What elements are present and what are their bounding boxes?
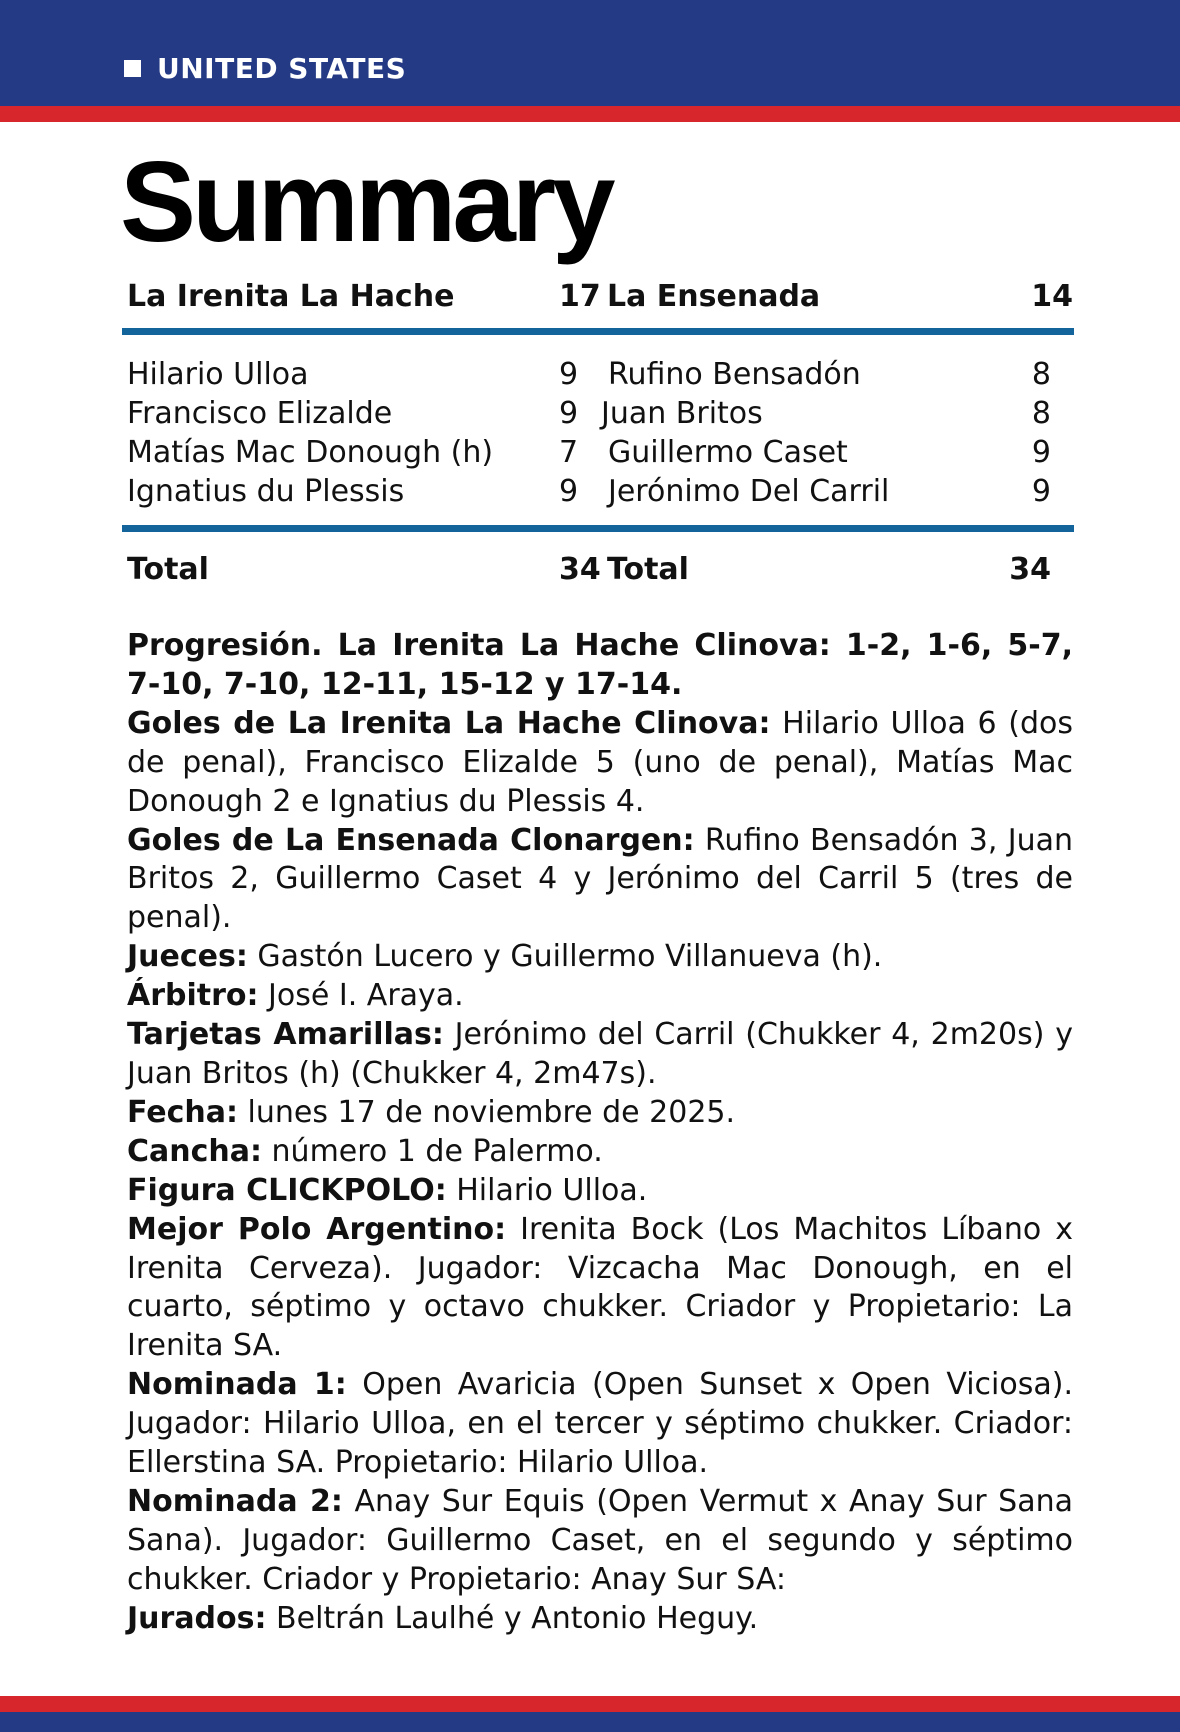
detail-text: lunes 17 de noviembre de 2025. [238, 1094, 736, 1130]
detail-yellow-cards [127, 1016, 1073, 1094]
square-bullet-icon [124, 60, 141, 77]
detail-label: Jueces: [127, 939, 248, 975]
home-player-name: Hilario Ulloa [127, 357, 309, 392]
divider-top [122, 328, 1074, 335]
detail-text: Jerónimo del Carril (Chukker 4, 2m20s) y Juan Britos (h) (Chukker 4, 2m47s). [127, 1017, 1073, 1091]
player-row [127, 356, 1073, 394]
detail-away-goals [127, 822, 1073, 939]
away-player-name: Rufino Bensadón [608, 357, 861, 392]
detail-label: Árbitro: [127, 978, 259, 1014]
detail-text: Open Avaricia (Open Sunset x Open Viciosa). Jugador: Hilario Ulloa, en el tercer y séptimo chukker. Criador: Ellerstina SA. Propietario: Hilario Ulloa. [127, 1367, 1073, 1481]
detail-label: Nominada 2: [127, 1483, 343, 1519]
player-row [127, 395, 1073, 433]
home-player-handicap: 7 [559, 435, 579, 470]
away-team-name: La Ensenada [607, 279, 821, 314]
away-total-value: 34 [1009, 552, 1051, 587]
away-player-handicap: 9 [1031, 435, 1051, 470]
detail-label: Mejor Polo Argentino: [127, 1211, 507, 1247]
detail-text: Hilario Ulloa 6 (dos de penal), Francisco Elizalde 5 (uno de penal), Matías Mac Donough 2 e Ignatius du Plessis 4. [127, 705, 1073, 819]
detail-text: Beltrán Laulhé y Antonio Heguy. [266, 1600, 759, 1636]
detail-judges [127, 938, 1073, 977]
away-team-score: 14 [1031, 279, 1073, 314]
detail-label: Nominada 1: [127, 1367, 347, 1403]
detail-label: Jurados: [127, 1600, 267, 1636]
away-player-name: Jerónimo Del Carril [608, 474, 890, 509]
home-player-name: Ignatius du Plessis [127, 474, 405, 509]
detail-label: Cancha: [127, 1133, 262, 1169]
footer-bar [0, 1712, 1180, 1732]
footer-red-stripe [0, 1696, 1180, 1712]
home-player-handicap: 9 [559, 396, 579, 431]
header-red-stripe [0, 106, 1180, 122]
detail-date [127, 1094, 1073, 1133]
detail-text: Irenita Bock (Los Machitos Líbano x Irenita Cerveza). Jugador: Vizcacha Mac Donough, en el cuarto, séptimo y octavo chukker. Criador y Propietario: La Irenita SA. [127, 1211, 1073, 1364]
home-team-score: 17 [559, 279, 601, 314]
home-player-name: Matías Mac Donough (h) [127, 435, 494, 470]
home-player-name: Francisco Elizalde [127, 396, 393, 431]
home-total-label: Total [127, 552, 209, 587]
match-details [127, 627, 1073, 1639]
away-player-handicap: 8 [1031, 396, 1051, 431]
detail-label: Goles de La Ensenada Clonargen: [127, 822, 695, 858]
detail-referee [127, 977, 1073, 1016]
detail-label: Progresión. La Irenita La Hache Clinova: 1-2, 1-6, 5-7, 7-10, 7-10, 12-11, 15-12 y 17-14. [127, 628, 1073, 702]
page-title: Summary [120, 139, 612, 266]
detail-home-goals [127, 705, 1073, 822]
detail-nominee-1 [127, 1366, 1073, 1483]
detail-text: Gastón Lucero y Guillermo Villanueva (h). [247, 939, 883, 975]
player-row [127, 434, 1073, 472]
detail-field [127, 1133, 1073, 1172]
detail-mvp [127, 1172, 1073, 1211]
away-player-name: Juan Britos [601, 396, 763, 431]
detail-nominee-2 [127, 1483, 1073, 1600]
home-total-value: 34 [559, 552, 601, 587]
detail-text: Hilario Ulloa. [446, 1172, 648, 1208]
detail-text: número 1 de Palermo. [262, 1133, 603, 1169]
divider-bottom [122, 525, 1074, 532]
score-row [127, 278, 1073, 316]
away-player-handicap: 9 [1031, 474, 1051, 509]
player-row [127, 473, 1073, 511]
home-team-name: La Irenita La Hache [127, 279, 455, 314]
away-player-name: Guillermo Caset [608, 435, 848, 470]
section-label [124, 52, 406, 85]
detail-label: Tarjetas Amarillas: [127, 1017, 444, 1053]
detail-progression [127, 627, 1073, 705]
detail-jury [127, 1600, 1073, 1639]
detail-text: José I. Araya. [258, 978, 464, 1014]
away-player-handicap: 8 [1031, 357, 1051, 392]
away-total-label: Total [607, 552, 689, 587]
totals-row [127, 551, 1073, 589]
detail-text: Rufino Bensadón 3, Juan Britos 2, Guillermo Caset 4 y Jerónimo del Carril 5 (tres de penal). [127, 822, 1073, 936]
detail-best-horse [127, 1211, 1073, 1367]
detail-label: Goles de La Irenita La Hache Clinova: [127, 705, 771, 741]
home-player-handicap: 9 [559, 357, 579, 392]
home-player-handicap: 9 [559, 474, 579, 509]
country-label: UNITED STATES [157, 52, 407, 85]
detail-label: Fecha: [127, 1094, 239, 1130]
detail-text: Anay Sur Equis (Open Vermut x Anay Sur Sana Sana). Jugador: Guillermo Caset, en el segundo y séptimo chukker. Criador y Propietario: Anay Sur SA: [127, 1483, 1074, 1597]
detail-label: Figura CLICKPOLO: [127, 1172, 447, 1208]
